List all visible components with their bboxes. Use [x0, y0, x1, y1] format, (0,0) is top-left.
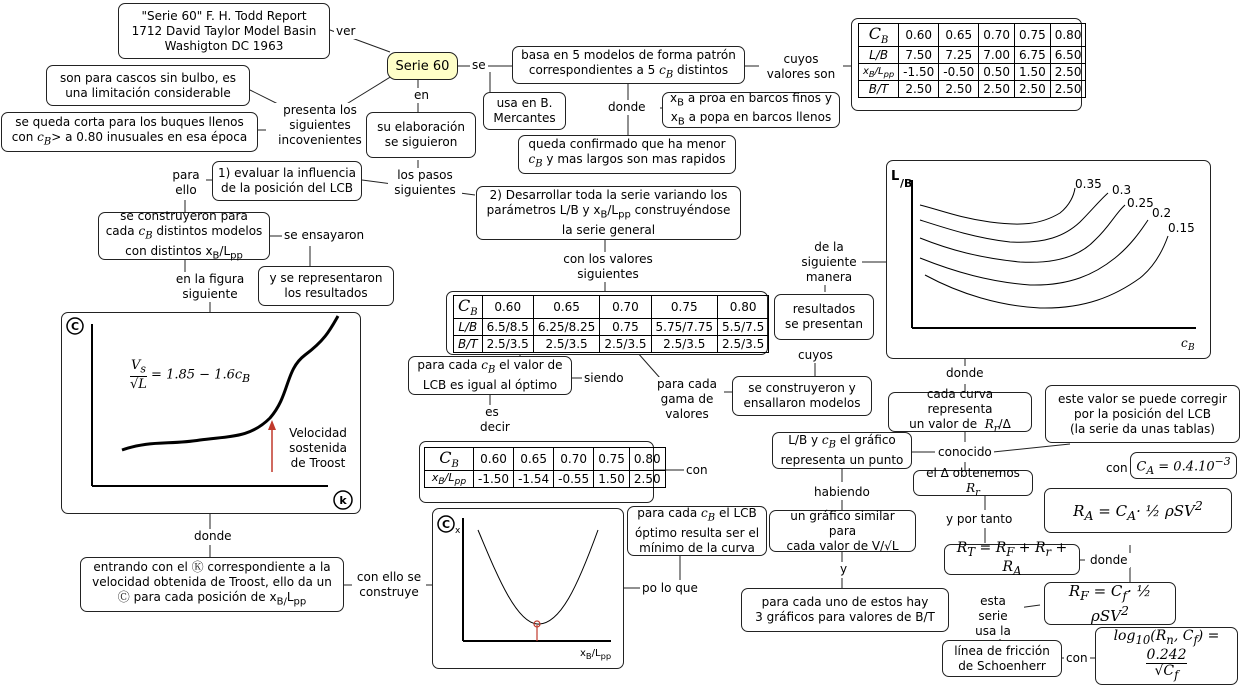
xb-proa-line: $x_B$ a proa en barcos finos y — [670, 90, 832, 108]
table-cell: -0.50 — [939, 64, 979, 81]
obtenemos-text: el Δ obtenemos $R_r$ — [926, 465, 1020, 499]
cbl-line3: mínimo de la curva — [639, 540, 755, 555]
lb-series-label: 0.2 — [1152, 206, 1172, 220]
table-cell: 0.75 — [1015, 24, 1051, 47]
report-line2: 1712 David Taylor Model Basin — [131, 23, 317, 38]
table-cell: 0.75 — [600, 319, 651, 336]
lcb-line2: LCB es igual al óptimo — [422, 377, 558, 392]
confirmado-line1: queda confirmado que ha menor — [528, 137, 726, 152]
report-line3: Washigton DC 1963 — [164, 38, 284, 53]
link-cuyos-valores: cuyos valores son — [759, 52, 843, 82]
link-para-cada-gama: para cada gama de valores — [650, 377, 724, 422]
table-cell: 5.5/7.5 — [718, 319, 769, 336]
node-mercantes: usa en B. Mercantes — [483, 92, 566, 130]
table3-head-cb: $C_B$ — [425, 448, 474, 471]
troost-annotation: Velocidad sostenida de Troost — [289, 426, 347, 470]
node-presenta: presenta los siguientes incovenientes — [266, 103, 374, 148]
confirmado-line2: $c_B$ y mas largos son mas rapidos — [528, 152, 726, 170]
table-cell: B/T — [454, 336, 483, 353]
link-donde-3: donde — [946, 366, 984, 380]
link-donde-1: donde — [608, 100, 646, 114]
table1-xb-lpp: $x_B/L_{pp}$ — [859, 64, 899, 81]
node-linea-friccion: línea de fricción de Schoenherr — [942, 640, 1062, 677]
table-cell: 0.50 — [979, 64, 1015, 81]
table-cell: 0.60 — [474, 448, 514, 471]
troost-equation: $\frac{V_s}{√L}$ = $1.85 - 1.6c_B$ — [130, 358, 251, 392]
root-label: Serie 60 — [395, 58, 450, 74]
link-es-decir: es decir — [480, 405, 510, 434]
table-cell: 2.50 — [899, 81, 939, 98]
node-corregir: este valor se puede corregir por la posición del LCB (la serie da unas tablas) — [1045, 385, 1240, 443]
eq-ca — [1130, 452, 1237, 479]
lb-series-label: 0.25 — [1127, 196, 1154, 210]
link-se: se — [472, 58, 486, 72]
lbcb-line2: representa un punto — [780, 452, 904, 467]
eq-log-text: $\log_{10}(R_n$, $C_f$) = $\frac{0.242}{√C_f}$ — [1113, 628, 1220, 682]
svg-text:x: x — [455, 526, 461, 536]
table-cell: L/B — [859, 47, 899, 64]
table-cell: 0.75 — [651, 296, 717, 319]
eq-ra — [1044, 488, 1232, 533]
link-con-ello: con ello se construye — [352, 570, 426, 600]
link-en-la-figura: en la figura siguiente — [168, 272, 252, 302]
cc-line1: se construyeron para — [120, 209, 248, 224]
paso2-line3: la serie general — [561, 222, 656, 237]
eq-ca-text: $C_A = 0.4.10^{-3}$ — [1136, 454, 1231, 477]
table-cell: 6.50 — [1050, 47, 1086, 64]
svg-text:C: C — [441, 518, 451, 531]
eq-rf-text: $R_F = C_f\cdot$ ½ ρSV$^2$ — [1068, 581, 1152, 625]
table-cell: 2.5/3.5 — [533, 336, 599, 353]
node-resultados: resultados se presentan — [774, 294, 874, 340]
corta-text: se queda corta para los buques llenos — [15, 114, 244, 129]
table-cell: 0.70 — [600, 296, 651, 319]
lb-xlabel-sub: B — [1188, 343, 1195, 353]
table-cell: 7.50 — [899, 47, 939, 64]
xb-popa-line: $x_B$ a popa en barcos llenos — [670, 110, 832, 128]
node-grafico-similar — [769, 510, 916, 552]
table-cell: -1.50 — [474, 471, 514, 488]
table-cell: 0.65 — [533, 296, 599, 319]
link-donde-4: donde — [1090, 553, 1128, 567]
link-ver: ver — [336, 24, 356, 38]
cbl-line1: para cada $c_B$ el LCB — [637, 506, 757, 524]
table-cell: 7.25 — [939, 47, 979, 64]
table-cell: 2.5/3.5 — [600, 336, 651, 353]
table-cell: 2.50 — [1050, 64, 1086, 81]
lb-series-label: 0.35 — [1075, 177, 1102, 191]
table-cell: 2.50 — [629, 471, 665, 488]
link-se-ensayaron: se ensayaron — [284, 228, 365, 242]
basa-line2: correspondientes a 5 $c_B$ distintos — [528, 62, 729, 81]
node-tres-graficos: para cada uno de estos hay 3 gráficos para valores de B/T — [741, 588, 949, 632]
node-representaron: y se representaron los resultados — [258, 266, 394, 306]
link-po-lo-que: po lo que — [642, 581, 698, 595]
node-obtenemos — [913, 465, 1033, 499]
table-cell: 0.80 — [718, 296, 769, 319]
gs-line1: un gráfico similar para — [790, 508, 895, 538]
link-en: en — [414, 88, 429, 102]
link-los-pasos: los pasos siguientes — [388, 168, 462, 198]
paso2-line1: 2) Desarrollar toda la serie variando los — [489, 188, 728, 203]
link-habiendo: habiendo — [814, 485, 870, 499]
table-cell: 2.5/3.5 — [651, 336, 717, 353]
table-cell: 0.70 — [554, 448, 594, 471]
corta-line2: con $c_B> a$ 0.80 inusuales en esa época — [11, 129, 248, 148]
table-cell: 0.75 — [594, 448, 630, 471]
link-y-por-tanto: y por tanto — [946, 512, 1013, 526]
lb-xlabel: c — [1181, 336, 1188, 350]
entrando-line3: Ⓒ para cada posición de $x_{B/}L_{pp}$ — [117, 589, 307, 608]
table-cell: 6.25/8.25 — [533, 319, 599, 336]
table-cell: 1.50 — [1015, 64, 1051, 81]
basa-line1: basa en 5 modelos de forma patrón — [521, 47, 736, 62]
table-cell: 2.50 — [979, 81, 1015, 98]
link-con-los-valores: con los valores siguientes — [556, 252, 660, 282]
gs-line2: cada valor de V/√L — [786, 538, 899, 553]
table-cell: 0.70 — [979, 24, 1015, 47]
link-con-1: con — [686, 463, 708, 477]
table-cell: 0.60 — [899, 24, 939, 47]
table-cell: 0.80 — [1050, 24, 1086, 47]
eq-log — [1095, 627, 1238, 685]
table-cell: 5.75/7.75 — [651, 319, 717, 336]
link-cuyos-2: cuyos — [798, 348, 833, 362]
node-cada-curva — [888, 387, 1032, 435]
link-esta-serie: esta serie usa la — [962, 594, 1024, 639]
node-construyeron-ens: se construyeron y ensallaron modelos — [732, 376, 872, 416]
table-cell: L/B — [454, 319, 483, 336]
node-paso1: 1) evaluar la influencia de la posición del LCB — [212, 161, 362, 201]
table-cell: 2.50 — [939, 81, 979, 98]
eq-ra-text: $R_A = C_A\cdot$ ½ ρSV$^2$ — [1073, 498, 1203, 523]
cbl-line2: óptimo resulta ser el — [634, 525, 760, 540]
link-donde-2: donde — [194, 529, 232, 543]
link-conocido: conocido — [938, 445, 992, 459]
node-lb-cb — [772, 432, 912, 469]
table-cell: 2.5/3.5 — [718, 336, 769, 353]
report-line1: "Serie 60" F. H. Todd Report — [141, 8, 307, 23]
table3-xb-lpp: $x_B/L_{pp}$ — [425, 471, 474, 488]
eq-rf — [1044, 582, 1176, 625]
table-cell: B/T — [859, 81, 899, 98]
table-cell: 0.80 — [629, 448, 665, 471]
paso2-line2: parámetros L/B y $x_B/L_{pp}$ construyéndose — [486, 203, 731, 221]
link-y: y — [840, 562, 848, 576]
lcb-line1: para cada $c_B$ el valor de — [417, 358, 563, 376]
table-cell: 2.50 — [1050, 81, 1086, 98]
entrando-line2: velocidad obtenida de Troost, ello da un — [92, 574, 332, 589]
link-siendo: siendo — [584, 371, 624, 385]
lb-ylabel: L — [891, 169, 900, 184]
table-cell: -1.50 — [899, 64, 939, 81]
table-cell: 7.00 — [979, 47, 1015, 64]
table-cell: -1.54 — [514, 471, 554, 488]
table-cell: 2.50 — [1015, 81, 1051, 98]
entrando-line1: entrando con el Ⓚ correspondiente a la — [93, 559, 331, 574]
table-cell: 0.65 — [514, 448, 554, 471]
lb-series-label: 0.15 — [1168, 221, 1195, 235]
table1-head-cb: $C_B$ — [859, 24, 899, 47]
lb-series-label: 0.3 — [1112, 183, 1132, 197]
link-para-ello: para ello — [166, 168, 206, 198]
cc-line3: con distintos $x_B/L_{pp}$ — [125, 243, 243, 261]
link-de-la-siguiente: de la siguiente manera — [796, 240, 862, 285]
svg-text:C: C — [70, 320, 80, 333]
svg-text:k: k — [339, 494, 347, 507]
node-elaboracion: su elaboración se siguieron — [366, 112, 476, 158]
cx-xlabel: $x_B/L_{pp}$ — [580, 648, 612, 661]
eq-rt — [944, 539, 1080, 578]
table-cell: -0.55 — [554, 471, 594, 488]
table-cell: 2.5/3.5 — [482, 336, 533, 353]
node-sin-bulbo: son para cascos sin bulbo, es una limitación considerable — [46, 65, 250, 106]
cc-line2: cada $c_B$ distintos modelos — [105, 224, 263, 242]
link-con-3: con — [1066, 651, 1088, 665]
table-cell: 6.75 — [1015, 47, 1051, 64]
cada-curva-line2: un valor de $R_r/\Delta$ — [909, 417, 1011, 435]
lb-ylabel-b: /B — [900, 177, 913, 190]
table2-head-cb: $C_B$ — [454, 296, 483, 319]
table-cell: 1.50 — [594, 471, 630, 488]
lbcb-line1: L/B y $c_B$ el gráfico — [788, 433, 896, 451]
link-con-2: con — [1106, 461, 1128, 475]
table-cell: 0.65 — [939, 24, 979, 47]
table-cell: 6.5/8.5 — [482, 319, 533, 336]
cada-curva-line1: cada curva representa — [926, 387, 994, 417]
table-cell: 0.60 — [482, 296, 533, 319]
eq-rt-text: $R_T = R_F + R_r + R_A$ — [956, 539, 1068, 578]
